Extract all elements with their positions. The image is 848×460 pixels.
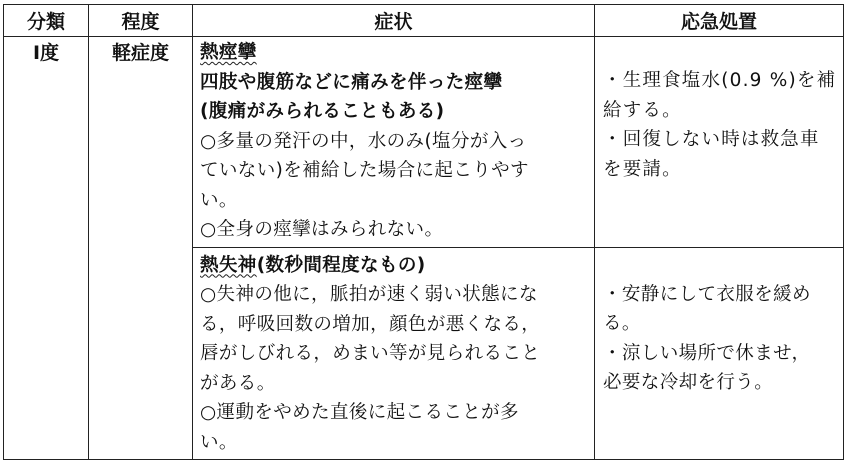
- first-aid-line: る。: [603, 313, 641, 334]
- heat-cramps-title: 熱痙攣: [200, 42, 257, 63]
- symptom-line: 唇がしびれる，めまい等が見られること: [200, 343, 541, 364]
- category-cell: [4, 37, 89, 460]
- heat-illness-table: [3, 4, 844, 460]
- header-row: [4, 5, 844, 37]
- heat-cramps-subtitle: 四肢や腹筋などに痛みを伴った痙攣: [200, 71, 503, 93]
- heat-cramps-subtitle: (腹痛がみられることもある): [200, 101, 445, 122]
- table-row: [4, 37, 844, 248]
- first-aid-line: 必要な冷却を行う。: [603, 372, 774, 393]
- symptom-line: ○失神の他に，脈拍が速く弱い状態にな: [200, 284, 538, 305]
- header-symptoms: 症状: [193, 5, 595, 37]
- degree-label: 軽症度: [111, 42, 169, 64]
- heat-syncope-title-suffix: (数秒間程度なもの): [256, 254, 426, 276]
- first-aid-line: を要請。: [603, 158, 682, 180]
- first-aid-line: ・涼しい場所で休ませ，: [603, 342, 811, 364]
- header-first-aid: 応急処置: [595, 5, 844, 37]
- first-aid-line: ・生理食塩水(0.9 %)を補: [603, 70, 837, 91]
- symptom-line: ○全身の痙攣はみられない。: [200, 219, 444, 240]
- symptom-line: い。: [200, 189, 238, 211]
- first-aid-line: ・回復しない時は救急車: [603, 129, 820, 150]
- heat-cramps-symptoms-cell: [193, 37, 595, 248]
- first-aid-line: 給する。: [603, 99, 682, 121]
- symptom-line: ○運動をやめた直後に起こることが多: [200, 402, 519, 423]
- symptom-line: る，呼吸回数の増加，顔色が悪くなる，: [200, 313, 541, 335]
- header-degree: 程度: [89, 5, 193, 37]
- symptom-line: い。: [200, 431, 238, 453]
- category-label: Ⅰ度: [32, 42, 60, 64]
- heat-syncope-title: 熱失神: [200, 254, 257, 276]
- heat-cramps-first-aid-cell: [595, 37, 844, 248]
- symptom-line: がある。: [200, 372, 276, 394]
- heat-syncope-first-aid-cell: [595, 247, 844, 460]
- heat-syncope-symptoms-cell: [193, 247, 595, 460]
- first-aid-line: ・安静にして衣服を緩め: [603, 283, 811, 305]
- degree-cell: [89, 37, 193, 460]
- header-category: 分類: [4, 5, 89, 37]
- symptom-line: ○多量の発汗の中，水のみ(塩分が入っ: [200, 130, 527, 152]
- symptom-line: ていない)を補給した場合に起こりやす: [200, 160, 529, 181]
